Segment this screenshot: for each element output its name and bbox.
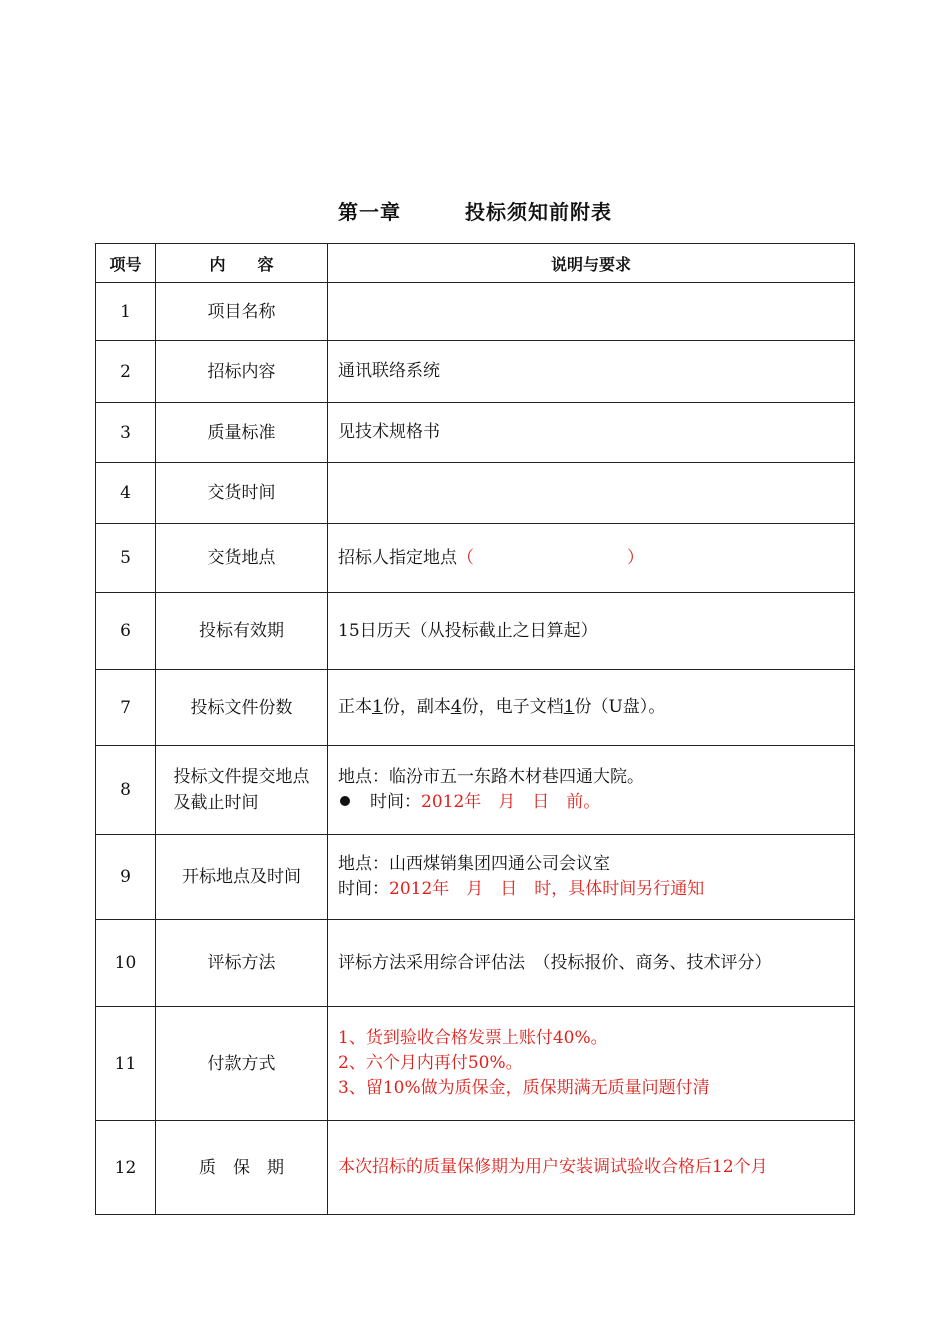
row-name: 评标方法 [156,920,328,1007]
opening-time-value: 2012年 月 日 时，具体时间另行通知 [389,879,705,899]
row-name: 项目名称 [156,283,328,341]
row-name: 质 保 期 [156,1121,328,1215]
delivery-place-blank: （ ） [457,547,644,568]
table-row [96,920,855,1007]
submit-place: 地点：临汾市五一东路木材巷四通大院。 [338,767,644,787]
electronic-count: 1 [563,697,575,717]
row-name: 投标有效期 [156,593,328,670]
row-desc [328,670,855,746]
header-desc: 说明与要求 [328,244,855,283]
header-row [96,244,855,283]
row-no: 1 [96,283,156,341]
submit-time-label: 时间： [370,792,421,812]
copies-text: 正本 [338,697,372,717]
table-row [96,670,855,746]
copies-text: 份，电子文档 [461,697,564,717]
row-desc [328,524,855,593]
row-no: 12 [96,1121,156,1215]
table-row [96,1121,855,1215]
table-row [96,403,855,463]
row-desc: 15日历天（从投标截止之日算起） [328,593,855,670]
row-desc [328,835,855,920]
bullet-icon [340,796,350,806]
table-row [96,593,855,670]
table-row [96,341,855,403]
row-name: 交货地点 [156,524,328,593]
row-name [156,746,328,835]
copies-text: 份，副本 [382,697,451,717]
row-desc [328,1007,855,1121]
bid-instructions-table [95,243,855,1215]
table-title: 投标须知前附表 [465,200,612,224]
table-row [96,524,855,593]
payment-line: 3、留10%做为质保金，质保期满无质量问题付清 [338,1078,710,1098]
row-name: 开标地点及时间 [156,835,328,920]
row-no: 7 [96,670,156,746]
row-desc [328,746,855,835]
header-no: 项号 [96,244,156,283]
row-name: 投标文件份数 [156,670,328,746]
chapter-label: 第一章 [338,200,401,224]
duplicate-count: 4 [450,697,462,717]
table-row [96,746,855,835]
row-desc: 通讯联络系统 [328,341,855,403]
payment-line: 1、货到验收合格发票上账付40%。 [338,1028,608,1048]
submit-time-value: 2012年 月 日 前。 [421,792,601,812]
row-name-line: 投标文件提交地点 [173,767,310,787]
row-no: 8 [96,746,156,835]
delivery-place-text: 招标人指定地点 [338,547,457,568]
opening-place: 地点：山西煤销集团四通公司会议室 [338,854,610,874]
row-desc [328,463,855,524]
row-no: 9 [96,835,156,920]
row-desc: 本次招标的质量保修期为用户安装调试验收合格后12个月 [328,1121,855,1215]
copies-text: 份（U盘）。 [574,697,666,717]
row-no: 6 [96,593,156,670]
row-no: 2 [96,341,156,403]
row-name: 交货时间 [156,463,328,524]
row-name: 招标内容 [156,341,328,403]
row-no: 3 [96,403,156,463]
row-no: 10 [96,920,156,1007]
opening-time-label: 时间： [338,879,389,899]
row-desc: 评标方法采用综合评估法 （投标报价、商务、技术评分） [328,920,855,1007]
payment-line: 2、六个月内再付50%。 [338,1053,523,1073]
row-no: 5 [96,524,156,593]
table-row [96,463,855,524]
row-no: 4 [96,463,156,524]
row-desc [328,283,855,341]
table-row [96,283,855,341]
page-title [0,196,950,225]
original-count: 1 [372,697,383,717]
row-name: 质量标准 [156,403,328,463]
row-name: 付款方式 [156,1007,328,1121]
table-row [96,1007,855,1121]
row-desc: 见技术规格书 [328,403,855,463]
table-row [96,835,855,920]
row-name-line: 及截止时间 [173,793,259,813]
row-no: 11 [96,1007,156,1121]
header-content: 内 容 [156,244,328,283]
